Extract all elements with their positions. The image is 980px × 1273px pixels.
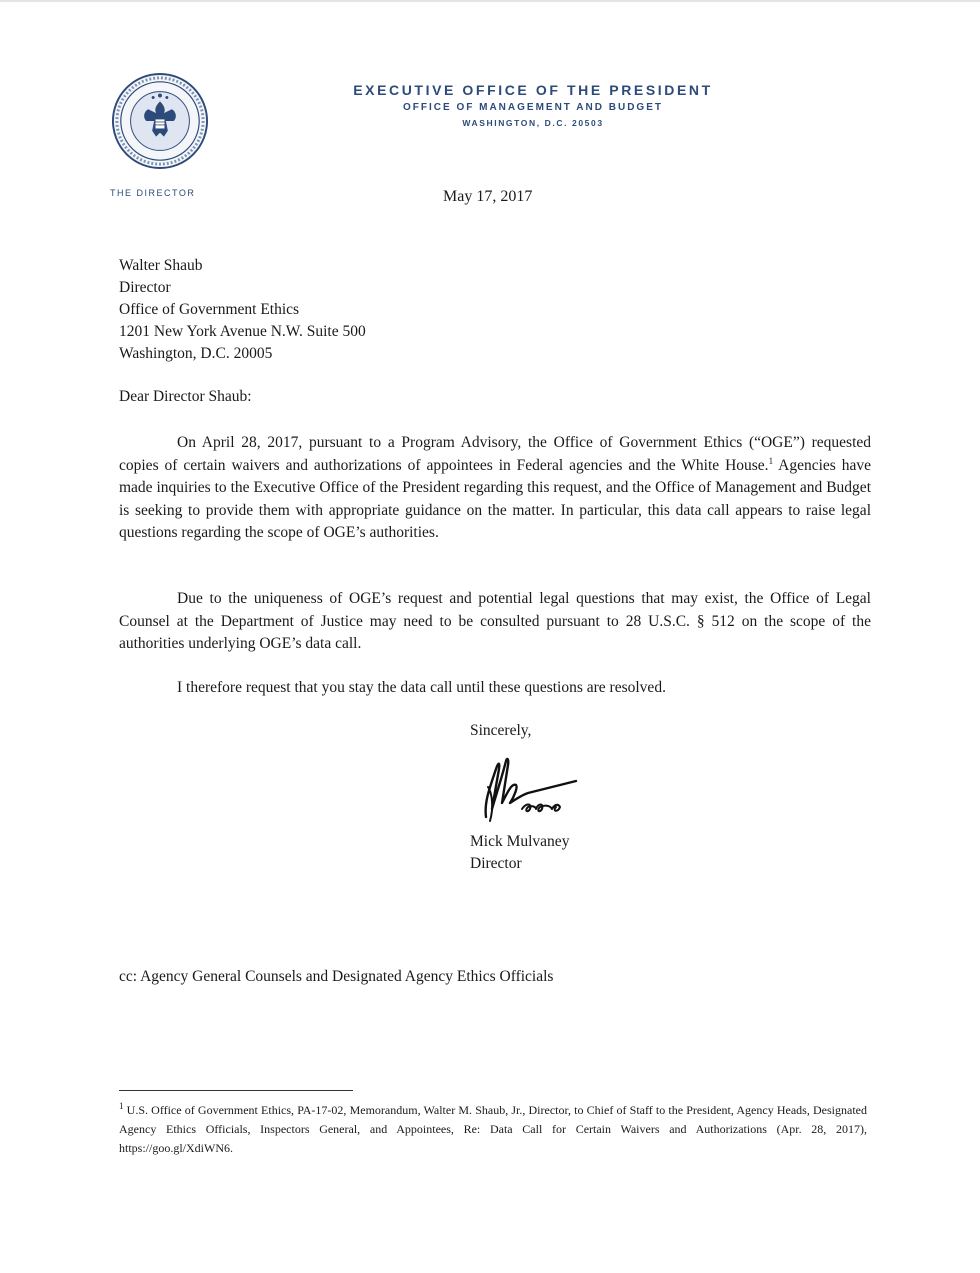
salutation: Dear Director Shaub: — [119, 388, 252, 405]
letterhead-line1: EXECUTIVE OFFICE OF THE PRESIDENT — [353, 82, 713, 98]
letterhead-line2: OFFICE OF MANAGEMENT AND BUDGET — [403, 102, 663, 113]
footnote — [119, 1101, 867, 1158]
signer-title: Director — [470, 855, 522, 872]
recipient-street: 1201 New York Avenue N.W. Suite 500 — [119, 323, 366, 340]
footnote-mark: 1 — [119, 1101, 124, 1111]
closing: Sincerely, — [470, 722, 532, 739]
director-tag: THE DIRECTOR — [110, 188, 196, 198]
letterhead — [300, 80, 766, 130]
handwritten-signature — [466, 747, 586, 837]
recipient-address — [119, 255, 366, 365]
recipient-title: Director — [119, 279, 171, 296]
cc-line: cc: Agency General Counsels and Designated Agency Ethics Officials — [119, 968, 554, 985]
paragraph-1-text-continued: Agencies have made inquiries to the Executive Office of the President regarding this request, and the Office of Management and Budget is seeking to provide them with appropriate guidance on the matter. In particular, this data call appears to raise legal questions regarding the scope of OGE’s authorities. — [119, 456, 871, 541]
letter-date: May 17, 2017 — [443, 188, 533, 205]
body-paragraph-1 — [119, 432, 871, 545]
recipient-org: Office of Government Ethics — [119, 301, 300, 318]
signer-name: Mick Mulvaney — [470, 833, 570, 850]
signer-block — [470, 831, 569, 875]
body-paragraph-3: I therefore request that you stay the data call until these questions are resolved. — [177, 679, 666, 696]
recipient-city: Washington, D.C. 20005 — [119, 345, 273, 362]
footnote-text: U.S. Office of Government Ethics, PA-17-02, Memorandum, Walter M. Shaub, Jr., Director, to Chief of Staff to the President, Agency Heads, Designated Agency Ethics Officials, Inspectors General, and Appointees, Re: Data Call for Certain Waivers and Authorizations (Apr. 28, 2017), https://goo.gl/XdiWN6. — [119, 1103, 867, 1155]
body-paragraph-2: Due to the uniqueness of OGE’s request and potential legal questions that may exist, the Office of Legal Counsel at the Department of Justice may need to be consulted pursuant to 28 U.S.C. § 512 on the scope of the authorities underlying OGE’s data call. — [119, 590, 871, 652]
paragraph-1-text: On April 28, 2017, pursuant to a Program Advisory, the Office of Government Ethics (“OGE”) requested copies of certain waivers and authorizations of appointees in Federal agencies and the White House. — [119, 434, 871, 474]
letterhead-line3: WASHINGTON, D.C. 20503 — [462, 118, 604, 128]
recipient-name: Walter Shaub — [119, 257, 203, 274]
footnote-divider — [119, 1090, 353, 1091]
eop-seal-icon — [111, 72, 209, 170]
footnote-reference: 1 — [768, 455, 774, 466]
